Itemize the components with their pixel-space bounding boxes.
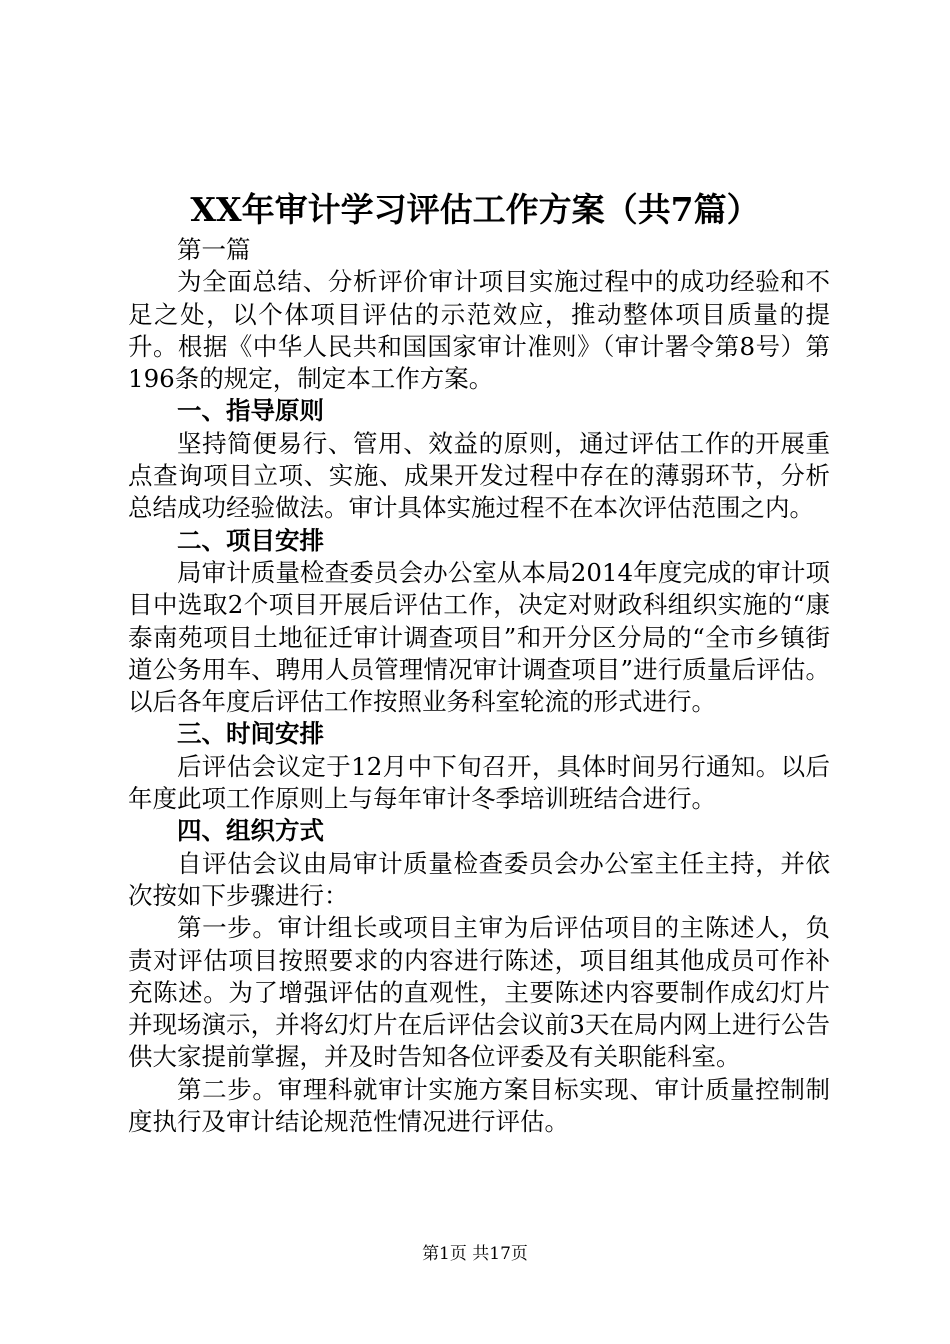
section-heading: 一、指导原则 bbox=[177, 396, 324, 426]
paragraph: 第一步。审计组长或项目主审为后评估项目的主陈述人，负责对评估项目按照要求的内容进行陈述，项目组其他成员可作补充陈述。为了增强评估的直观性，主要陈述内容要制作成幻灯片并现场演示，并将幻灯片在后评估会议前3天在局内网上进行公告供大家提前掌握，并及时告知各位评委及有关职能科室。 bbox=[128, 913, 830, 1072]
section-label: 第一篇 bbox=[177, 235, 251, 264]
page-number: 第1页 共17页 bbox=[422, 1244, 528, 1264]
paragraph: 第二步。审理科就审计实施方案目标实现、审计质量控制制度执行及审计结论规范性情况进行评估。 bbox=[128, 1074, 830, 1137]
paragraph: 局审计质量检查委员会办公室从本局2014年度完成的审计项目中选取2个项目开展后评估工作，决定对财政科组织实施的“康泰南苑项目土地征迁审计调查项目”和开分区分局的“全市乡镇街道公务用车、聘用人员管理情况审计调查项目”进行质量后评估。以后各年度后评估工作按照业务科室轮流的形式进行。 bbox=[128, 557, 830, 717]
paragraph: 后评估会议定于12月中下旬召开，具体时间另行通知。以后年度此项工作原则上与每年审计冬季培训班结合进行。 bbox=[128, 751, 830, 814]
paragraph: 为全面总结、分析评价审计项目实施过程中的成功经验和不足之处，以个体项目评估的示范效应，推动整体项目质量的提升。根据《中华人民共和国国家审计准则》（审计署令第8号）第196条的规定，制定本工作方案。 bbox=[128, 267, 830, 394]
section-heading: 二、项目安排 bbox=[177, 525, 324, 555]
document-body bbox=[128, 234, 830, 1138]
document-title: XX年审计学习评估工作方案（共7篇） bbox=[190, 190, 760, 229]
section-heading: 三、时间安排 bbox=[177, 719, 324, 749]
paragraph: 坚持简便易行、管用、效益的原则，通过评估工作的开展重点查询项目立项、实施、成果开发过程中存在的薄弱环节，分析总结成功经验做法。审计具体实施过程不在本次评估范围之内。 bbox=[128, 428, 830, 523]
section-heading: 四、组织方式 bbox=[177, 816, 324, 846]
paragraph: 自评估会议由局审计质量检查委员会办公室主任主持，并依次按如下步骤进行： bbox=[128, 848, 830, 910]
